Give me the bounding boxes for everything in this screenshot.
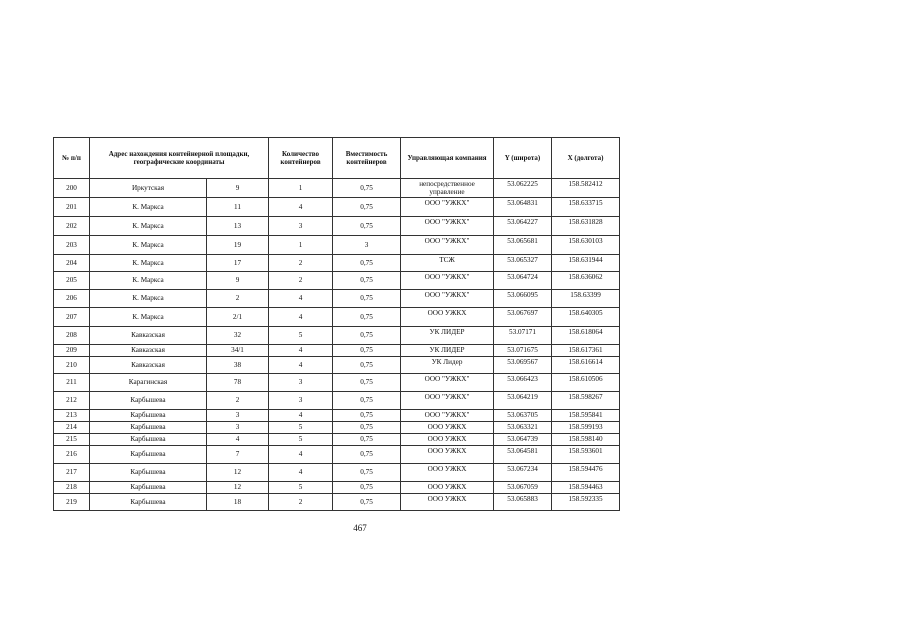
cell-x: 158.593601 <box>552 446 620 464</box>
cell-house: 32 <box>207 327 269 345</box>
cell-count: 4 <box>269 345 333 357</box>
cell-num: 210 <box>54 357 90 374</box>
table-row <box>54 464 620 482</box>
table-row <box>54 410 620 422</box>
cell-count: 4 <box>269 410 333 422</box>
cell-street: Кавказская <box>90 357 207 374</box>
cell-capacity: 0,75 <box>333 179 401 198</box>
cell-capacity: 0,75 <box>333 494 401 511</box>
cell-x: 158.598267 <box>552 392 620 410</box>
cell-company: ООО УЖКХ <box>401 464 494 482</box>
cell-y: 53.065883 <box>494 494 552 511</box>
cell-y: 53.067059 <box>494 482 552 494</box>
table-row <box>54 217 620 236</box>
cell-street: К. Маркса <box>90 217 207 236</box>
cell-x: 158.582412 <box>552 179 620 198</box>
cell-num: 212 <box>54 392 90 410</box>
cell-capacity: 0,75 <box>333 422 401 434</box>
cell-company: ООО "УЖКХ" <box>401 410 494 422</box>
cell-company: ООО УЖКХ <box>401 308 494 327</box>
cell-company: УК ЛИДЕР <box>401 327 494 345</box>
cell-y: 53.069567 <box>494 357 552 374</box>
cell-capacity: 0,75 <box>333 290 401 308</box>
cell-y: 53.064219 <box>494 392 552 410</box>
table-row <box>54 446 620 464</box>
table-row <box>54 374 620 392</box>
cell-count: 3 <box>269 374 333 392</box>
page-number: 467 <box>353 523 367 533</box>
cell-capacity: 0,75 <box>333 272 401 290</box>
cell-x: 158.598140 <box>552 434 620 446</box>
header-latitude: Y (широта) <box>494 138 552 179</box>
cell-count: 3 <box>269 392 333 410</box>
cell-x: 158.631828 <box>552 217 620 236</box>
table-row <box>54 179 620 198</box>
cell-capacity: 0,75 <box>333 217 401 236</box>
table-row <box>54 494 620 511</box>
cell-company: ООО "УЖКХ" <box>401 198 494 217</box>
table-row <box>54 308 620 327</box>
cell-house: 34/1 <box>207 345 269 357</box>
cell-num: 203 <box>54 236 90 255</box>
cell-company: ООО УЖКХ <box>401 494 494 511</box>
cell-y: 53.066423 <box>494 374 552 392</box>
table-row <box>54 198 620 217</box>
cell-house: 2/1 <box>207 308 269 327</box>
cell-capacity: 0,75 <box>333 482 401 494</box>
cell-y: 53.064227 <box>494 217 552 236</box>
cell-y: 53.07171 <box>494 327 552 345</box>
header-capacity: Вместимость контейнеров <box>333 138 401 179</box>
cell-company: ООО УЖКХ <box>401 434 494 446</box>
cell-x: 158.617361 <box>552 345 620 357</box>
cell-x: 158.63399 <box>552 290 620 308</box>
cell-house: 38 <box>207 357 269 374</box>
cell-capacity: 0,75 <box>333 198 401 217</box>
cell-num: 217 <box>54 464 90 482</box>
cell-count: 5 <box>269 422 333 434</box>
cell-count: 2 <box>269 255 333 272</box>
cell-house: 78 <box>207 374 269 392</box>
cell-num: 218 <box>54 482 90 494</box>
cell-company: ООО УЖКХ <box>401 446 494 464</box>
table-row <box>54 236 620 255</box>
cell-capacity: 0,75 <box>333 464 401 482</box>
cell-num: 200 <box>54 179 90 198</box>
table-row <box>54 422 620 434</box>
cell-num: 205 <box>54 272 90 290</box>
table-header-row <box>54 138 620 179</box>
cell-count: 3 <box>269 217 333 236</box>
cell-capacity: 0,75 <box>333 446 401 464</box>
cell-num: 219 <box>54 494 90 511</box>
table-row <box>54 357 620 374</box>
cell-x: 158.599193 <box>552 422 620 434</box>
cell-x: 158.618064 <box>552 327 620 345</box>
cell-capacity: 0,75 <box>333 392 401 410</box>
cell-house: 18 <box>207 494 269 511</box>
cell-company: ООО "УЖКХ" <box>401 290 494 308</box>
cell-house: 19 <box>207 236 269 255</box>
cell-y: 53.064581 <box>494 446 552 464</box>
cell-y: 53.071675 <box>494 345 552 357</box>
cell-company: ООО "УЖКХ" <box>401 272 494 290</box>
cell-street: Кавказская <box>90 327 207 345</box>
cell-capacity: 0,75 <box>333 374 401 392</box>
cell-y: 53.064831 <box>494 198 552 217</box>
cell-y: 53.067697 <box>494 308 552 327</box>
cell-company: ООО "УЖКХ" <box>401 392 494 410</box>
cell-street: Кавказская <box>90 345 207 357</box>
cell-count: 2 <box>269 494 333 511</box>
cell-num: 206 <box>54 290 90 308</box>
header-company: Управляющая компания <box>401 138 494 179</box>
cell-num: 204 <box>54 255 90 272</box>
cell-x: 158.630103 <box>552 236 620 255</box>
cell-street: К. Маркса <box>90 198 207 217</box>
cell-street: Карбышева <box>90 422 207 434</box>
cell-count: 5 <box>269 434 333 446</box>
table-row <box>54 434 620 446</box>
table-body <box>54 179 620 511</box>
cell-num: 213 <box>54 410 90 422</box>
cell-street: Карбышева <box>90 494 207 511</box>
cell-street: Карбышева <box>90 434 207 446</box>
cell-house: 2 <box>207 392 269 410</box>
cell-street: Карбышева <box>90 392 207 410</box>
cell-street: К. Маркса <box>90 308 207 327</box>
cell-count: 4 <box>269 446 333 464</box>
header-count: Количество контейнеров <box>269 138 333 179</box>
table-row <box>54 272 620 290</box>
cell-company: ООО "УЖКХ" <box>401 217 494 236</box>
cell-num: 208 <box>54 327 90 345</box>
cell-street: Карагинская <box>90 374 207 392</box>
cell-count: 4 <box>269 464 333 482</box>
table-row <box>54 482 620 494</box>
cell-x: 158.631944 <box>552 255 620 272</box>
cell-x: 158.640305 <box>552 308 620 327</box>
cell-house: 9 <box>207 272 269 290</box>
cell-capacity: 0,75 <box>333 345 401 357</box>
cell-y: 53.062225 <box>494 179 552 198</box>
cell-company: УК ЛИДЕР <box>401 345 494 357</box>
cell-y: 53.064724 <box>494 272 552 290</box>
cell-x: 158.594476 <box>552 464 620 482</box>
cell-capacity: 0,75 <box>333 255 401 272</box>
cell-street: Иркутская <box>90 179 207 198</box>
cell-num: 211 <box>54 374 90 392</box>
cell-capacity: 0,75 <box>333 308 401 327</box>
cell-house: 12 <box>207 482 269 494</box>
cell-house: 7 <box>207 446 269 464</box>
cell-num: 215 <box>54 434 90 446</box>
cell-num: 207 <box>54 308 90 327</box>
cell-count: 4 <box>269 290 333 308</box>
cell-count: 5 <box>269 327 333 345</box>
table-row <box>54 327 620 345</box>
cell-num: 214 <box>54 422 90 434</box>
header-address: Адрес нахождения контейнерной площадки, географические координаты <box>90 138 269 179</box>
header-num: № п/п <box>54 138 90 179</box>
cell-company: ТСЖ <box>401 255 494 272</box>
cell-num: 201 <box>54 198 90 217</box>
cell-count: 1 <box>269 236 333 255</box>
cell-house: 13 <box>207 217 269 236</box>
cell-house: 12 <box>207 464 269 482</box>
cell-house: 17 <box>207 255 269 272</box>
cell-x: 158.636062 <box>552 272 620 290</box>
cell-street: К. Маркса <box>90 290 207 308</box>
cell-count: 2 <box>269 272 333 290</box>
cell-x: 158.616614 <box>552 357 620 374</box>
cell-x: 158.610506 <box>552 374 620 392</box>
cell-street: Карбышева <box>90 482 207 494</box>
cell-house: 2 <box>207 290 269 308</box>
cell-y: 53.063321 <box>494 422 552 434</box>
cell-company: непосредственное управление <box>401 179 494 198</box>
cell-street: К. Маркса <box>90 272 207 290</box>
cell-company: ООО УЖКХ <box>401 482 494 494</box>
cell-num: 216 <box>54 446 90 464</box>
cell-y: 53.065681 <box>494 236 552 255</box>
cell-y: 53.065327 <box>494 255 552 272</box>
cell-capacity: 0,75 <box>333 357 401 374</box>
cell-count: 4 <box>269 308 333 327</box>
cell-street: Карбышева <box>90 410 207 422</box>
cell-street: К. Маркса <box>90 255 207 272</box>
cell-company: ООО "УЖКХ" <box>401 236 494 255</box>
table-row <box>54 392 620 410</box>
cell-y: 53.066095 <box>494 290 552 308</box>
cell-x: 158.595841 <box>552 410 620 422</box>
cell-house: 9 <box>207 179 269 198</box>
cell-num: 202 <box>54 217 90 236</box>
header-longitude: X (долгота) <box>552 138 620 179</box>
cell-capacity: 0,75 <box>333 410 401 422</box>
cell-count: 1 <box>269 179 333 198</box>
table-row <box>54 255 620 272</box>
cell-x: 158.594463 <box>552 482 620 494</box>
cell-house: 4 <box>207 434 269 446</box>
table-row <box>54 290 620 308</box>
cell-capacity: 3 <box>333 236 401 255</box>
cell-house: 3 <box>207 422 269 434</box>
cell-count: 5 <box>269 482 333 494</box>
cell-count: 4 <box>269 357 333 374</box>
cell-street: Карбышева <box>90 446 207 464</box>
cell-y: 53.063705 <box>494 410 552 422</box>
cell-x: 158.633715 <box>552 198 620 217</box>
container-sites-table <box>53 137 620 511</box>
cell-capacity: 0,75 <box>333 327 401 345</box>
cell-house: 11 <box>207 198 269 217</box>
cell-company: УК Лидер <box>401 357 494 374</box>
cell-capacity: 0,75 <box>333 434 401 446</box>
cell-x: 158.592335 <box>552 494 620 511</box>
cell-house: 3 <box>207 410 269 422</box>
cell-company: ООО "УЖКХ" <box>401 374 494 392</box>
cell-y: 53.067234 <box>494 464 552 482</box>
cell-company: ООО УЖКХ <box>401 422 494 434</box>
cell-street: К. Маркса <box>90 236 207 255</box>
cell-y: 53.064739 <box>494 434 552 446</box>
cell-count: 4 <box>269 198 333 217</box>
table-row <box>54 345 620 357</box>
cell-street: Карбышева <box>90 464 207 482</box>
cell-num: 209 <box>54 345 90 357</box>
